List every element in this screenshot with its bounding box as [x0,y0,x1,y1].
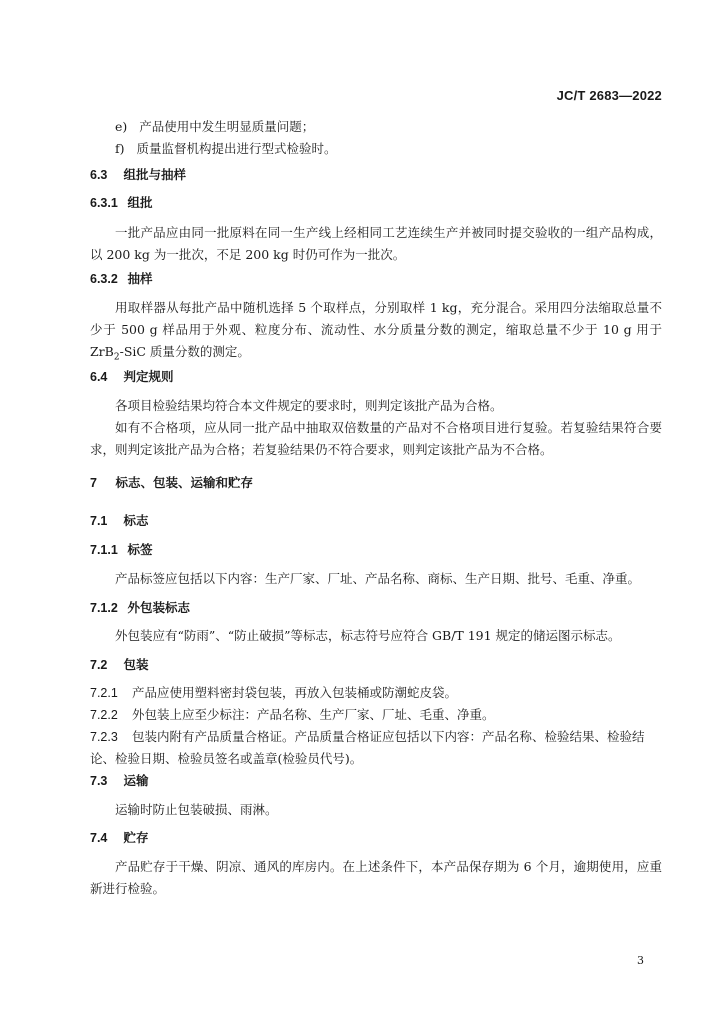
section-title: 组批 [127,196,153,210]
section-heading-7-1-1 [90,539,662,561]
list-item-f [90,138,687,160]
section-number: 7.1 [90,514,108,528]
section-heading-7-3 [90,770,662,792]
clause-7-2-3 [90,726,662,770]
clause-number: 7.2.2 [90,708,118,722]
section-number: 7.1.2 [90,601,118,615]
paragraph-judgment-2: 如有不合格项，应从同一批产品中抽取双倍数量的产品对不合格项目进行复验。若复验结果符合要求，则判定该批产品为合格；若复验结果仍不符合要求，则判定该批产品为不合格。 [90,420,662,457]
section-heading-7-4 [90,827,662,849]
section-number: 7.2 [90,658,108,672]
list-text: 质量监督机构提出进行型式检验时。 [136,141,337,156]
section-title: 贮存 [123,831,149,845]
paragraph-judgment-1: 各项目检验结果均符合本文件规定的要求时，则判定该批产品为合格。 [115,398,503,413]
list-mark: e) [115,119,128,134]
section-title: 外包装标志 [127,601,190,615]
section-title: 标签 [127,543,153,557]
section-number: 6.4 [90,370,108,384]
section-number: 7.3 [90,774,108,788]
section-title: 标志 [123,514,149,528]
list-item-e [90,116,687,138]
section-heading-6-3-1 [90,192,662,214]
section-title: 包装 [123,658,149,672]
paragraph-outer-marking: 外包装应有“防雨”、“防止破损”等标志，标志符号应符合 GB/T 191 规定的储运图示标志。 [115,628,621,643]
section-title: 标志、包装、运输和贮存 [115,476,253,490]
clause-7-2-1 [90,682,662,704]
section-title: 抽样 [127,272,153,286]
paragraph-label: 产品标签应包括以下内容：生产厂家、厂址、产品名称、商标、生产日期、批号、毛重、净重。 [115,571,641,586]
clause-number: 7.2.3 [90,730,118,744]
list-mark: f) [115,141,125,156]
section-number: 6.3.2 [90,272,118,286]
subscript-2: 2 [113,352,120,363]
sampling-text-part-a: 用取样器从每批产品中随机选择 5 个取样点，分别取样 1 kg，充分混合。采用四分法缩取总量不少于 500 g 样品用于外观、粒度分布、流动性、水分质量分数的测定，缩取总量不少于 10 g 用于 ZrB [90,300,662,359]
clause-text: 产品应使用塑料密封袋包装，再放入包装桶或防潮蛇皮袋。 [132,685,458,700]
clause-text: 包装内附有产品质量合格证。产品质量合格证应包括以下内容：产品名称、检验结果、检验结论、检验日期、检验员签名或盖章(检验员代号)。 [90,729,645,766]
paragraph-batching: 一批产品应由同一批原料在同一生产线上经相同工艺连续生产并被同时提交验收的一组产品构成，以 200 kg 为一批次，不足 200 kg 时仍可作为一批次。 [90,225,662,262]
section-title: 判定规则 [123,370,174,384]
list-text: 产品使用中发生明显质量问题； [139,119,315,134]
clause-number: 7.2.1 [90,686,118,700]
page-number: 3 [637,954,644,967]
section-title: 组批与抽样 [123,168,186,182]
paragraph-storage: 产品贮存于干燥、阴凉、通风的库房内。在上述条件下，本产品保存期为 6 个月，逾期使用，应重新进行检验。 [90,859,662,896]
paragraph-sampling [90,297,662,369]
section-heading-7-2 [90,654,662,676]
section-heading-6-4 [90,366,662,388]
sampling-text-part-b: -SiC 质量分数的测定。 [119,344,250,359]
section-number: 7.1.1 [90,543,118,557]
clause-7-2-2 [90,704,662,726]
section-heading-7-1 [90,510,662,532]
paragraph-transport: 运输时防止包装破损、雨淋。 [115,802,278,817]
section-number: 6.3 [90,168,108,182]
section-heading-6-3 [90,164,662,186]
section-heading-7 [90,472,662,494]
clause-text: 外包装上应至少标注：产品名称、生产厂家、厂址、毛重、净重。 [132,707,495,722]
section-number: 7.4 [90,831,108,845]
section-number: 7 [90,476,97,490]
standard-code: JC/T 2683—2022 [556,88,662,103]
section-number: 6.3.1 [90,196,118,210]
section-title: 运输 [123,774,149,788]
section-heading-7-1-2 [90,597,662,619]
section-heading-6-3-2 [90,268,662,290]
